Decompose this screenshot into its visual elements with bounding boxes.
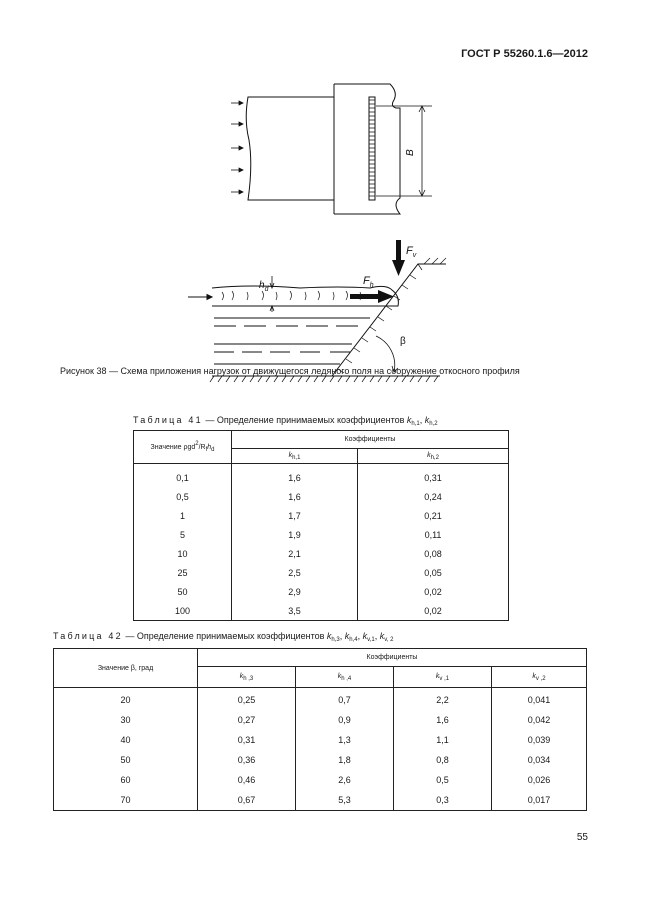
table-cell: 0,21 xyxy=(358,506,509,525)
table-cell: 1,3 xyxy=(296,730,394,750)
table-cell: 0,9 xyxy=(296,710,394,730)
table-cell: 40 xyxy=(54,730,198,750)
col-kh1-header: kh,1 xyxy=(232,449,358,464)
table-row xyxy=(54,688,587,711)
label-b: B xyxy=(405,149,416,156)
table42-caption: Таблица 42 — Определение принимаемых коэффициентов $k_{h,3}$, $k_{h,4}$, $k_{v,1}$, $k_{v, 2}$ xyxy=(53,631,394,643)
table-cell: 0,25 xyxy=(198,688,296,711)
table-cell: 0,08 xyxy=(358,544,509,563)
table-row xyxy=(54,710,587,730)
figure-ice-load-diagram xyxy=(0,0,646,390)
table-cell: 0,67 xyxy=(198,790,296,811)
table-cell: 1,6 xyxy=(394,710,492,730)
table-row xyxy=(54,730,587,750)
table-cell: 5,3 xyxy=(296,790,394,811)
table-cell: 0,5 xyxy=(134,487,232,506)
table-row xyxy=(54,750,587,770)
figure-caption: Рисунок 38 — Схема приложения нагрузок от движущегося ледяного поля на сооружение откосного профиля xyxy=(60,366,520,376)
table-cell: 2,1 xyxy=(232,544,358,563)
table-row xyxy=(134,582,509,601)
table-cell: 1,6 xyxy=(232,464,358,488)
table-cell: 0,8 xyxy=(394,750,492,770)
table-row xyxy=(134,525,509,544)
col-kv1-header: kv ,1 xyxy=(394,667,492,688)
table-cell: 10 xyxy=(134,544,232,563)
table-cell: 2,5 xyxy=(232,563,358,582)
table-cell: 2,9 xyxy=(232,582,358,601)
table-cell: 3,5 xyxy=(232,601,358,621)
table41-caption: Таблица 41 — Определение принимаемых коэффициентов $k_{h,1}$, $k_{h,2}$ xyxy=(133,415,438,427)
label-fh: $F_h$ xyxy=(363,275,374,289)
table-cell: 5 xyxy=(134,525,232,544)
label-beta: β xyxy=(400,336,406,347)
table-41 xyxy=(133,430,509,621)
table-cell: 0,039 xyxy=(492,730,587,750)
section-view xyxy=(188,258,446,382)
coefficients-header: Коэффициенты xyxy=(198,649,587,667)
table-cell: 2,2 xyxy=(394,688,492,711)
table-cell: 1,9 xyxy=(232,525,358,544)
table-row xyxy=(134,544,509,563)
table-cell: 0,05 xyxy=(358,563,509,582)
table-cell: 0,1 xyxy=(134,464,232,488)
table-cell: 20 xyxy=(54,688,198,711)
label-hd: $h_d$ xyxy=(259,280,269,293)
table-cell: 70 xyxy=(54,790,198,811)
table-cell: 50 xyxy=(54,750,198,770)
table-row xyxy=(134,563,509,582)
table-cell: 100 xyxy=(134,601,232,621)
table-row xyxy=(54,770,587,790)
table-cell: 0,034 xyxy=(492,750,587,770)
col-beta-header: Значение β, град xyxy=(54,649,198,688)
table-row xyxy=(134,487,509,506)
table-cell: 25 xyxy=(134,563,232,582)
table-cell: 0,041 xyxy=(492,688,587,711)
table-cell: 30 xyxy=(54,710,198,730)
table-42 xyxy=(53,648,587,811)
label-fv: $F_v$ xyxy=(406,245,417,259)
standard-code: ГОСТ Р 55260.1.6—2012 xyxy=(461,48,588,60)
table-cell: 0,02 xyxy=(358,582,509,601)
table-cell: 0,017 xyxy=(492,790,587,811)
fv-arrow xyxy=(392,240,405,276)
table-cell: 0,7 xyxy=(296,688,394,711)
table-cell: 0,46 xyxy=(198,770,296,790)
table-cell: 1,7 xyxy=(232,506,358,525)
table-cell: 0,24 xyxy=(358,487,509,506)
table-cell: 0,5 xyxy=(394,770,492,790)
coefficients-header: Коэффициенты xyxy=(232,431,509,449)
table-row xyxy=(134,464,509,488)
table-cell: 0,36 xyxy=(198,750,296,770)
col-kh4-header: kh ,4 xyxy=(296,667,394,688)
col-kh2-header: kh,2 xyxy=(358,449,509,464)
table-cell: 1 xyxy=(134,506,232,525)
table-row xyxy=(134,506,509,525)
table-cell: 0,02 xyxy=(358,601,509,621)
table-row xyxy=(54,790,587,811)
fh-arrow xyxy=(350,290,394,303)
table-cell: 0,11 xyxy=(358,525,509,544)
table-cell: 0,026 xyxy=(492,770,587,790)
col-kh3-header: kh ,3 xyxy=(198,667,296,688)
table-cell: 2,6 xyxy=(296,770,394,790)
table-cell: 0,042 xyxy=(492,710,587,730)
col-kv2-header: kv ,2 xyxy=(492,667,587,688)
table-cell: 1,8 xyxy=(296,750,394,770)
table-cell: 0,27 xyxy=(198,710,296,730)
table-row xyxy=(134,601,509,621)
plan-view xyxy=(231,84,432,214)
table-cell: 0,3 xyxy=(394,790,492,811)
table-cell: 50 xyxy=(134,582,232,601)
col-value-header: Значение ρgd2/Rfhd xyxy=(134,431,232,464)
table-cell: 0,31 xyxy=(198,730,296,750)
page-number: 55 xyxy=(576,832,588,843)
table-cell: 1,1 xyxy=(394,730,492,750)
table-cell: 0,31 xyxy=(358,464,509,488)
table-cell: 1,6 xyxy=(232,487,358,506)
table-cell: 60 xyxy=(54,770,198,790)
